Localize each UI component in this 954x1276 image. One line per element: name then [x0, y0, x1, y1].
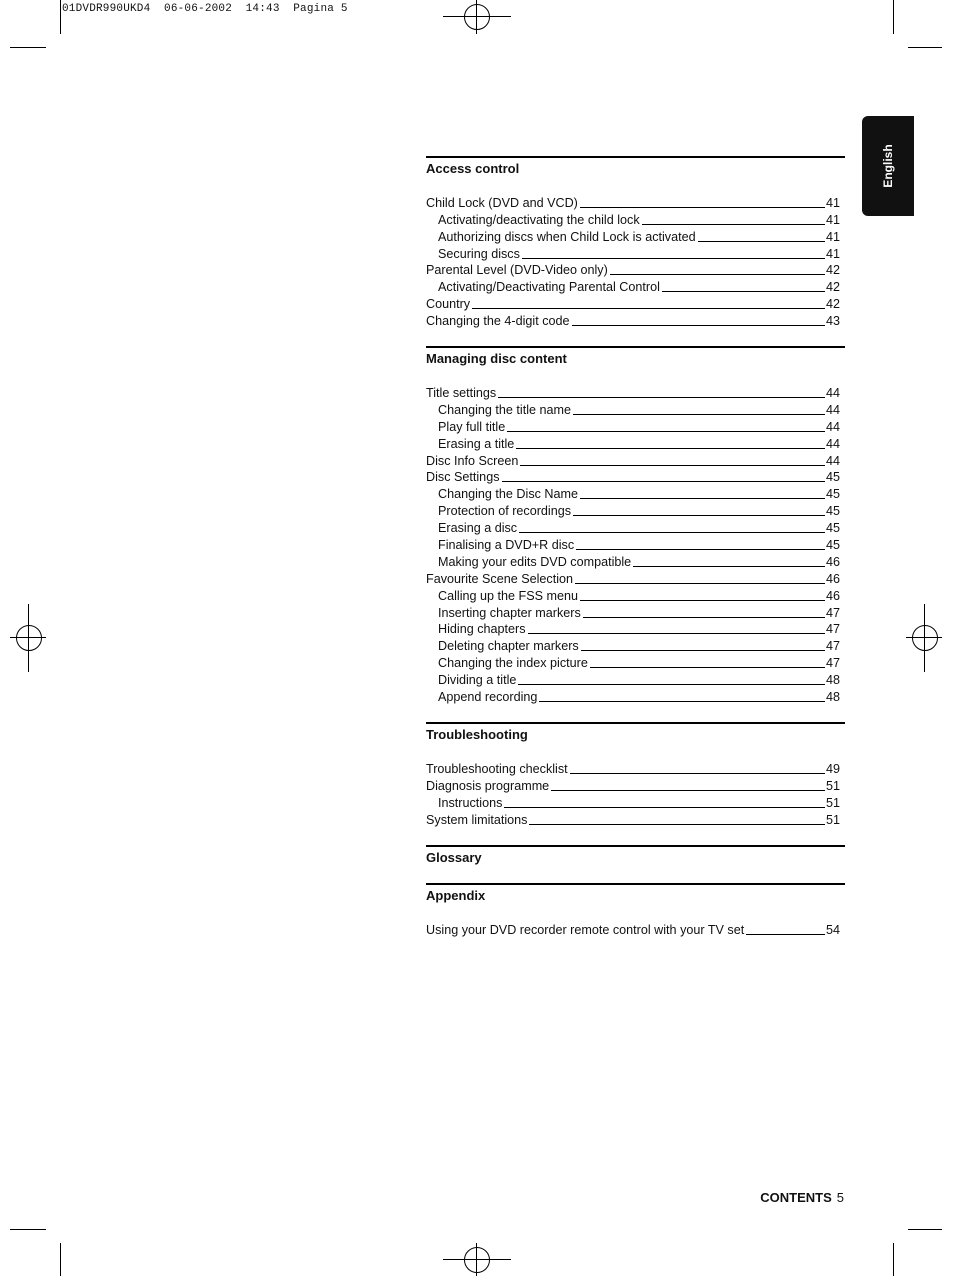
entry-label: Authorizing discs when Child Lock is activated: [438, 229, 696, 244]
toc-entry[interactable]: [426, 553, 845, 570]
entry-label: Title settings: [426, 386, 497, 401]
language-tab-label: English: [881, 144, 895, 188]
entry-page-number: 42: [825, 280, 840, 295]
entry-page-number: 48: [825, 673, 840, 688]
leader-line: [580, 207, 825, 208]
entry-page-number: 47: [825, 656, 840, 671]
toc-section: [426, 346, 845, 705]
entry-label: Erasing a disc: [438, 521, 518, 536]
toc-entry[interactable]: [426, 228, 845, 245]
entry-label: Append recording: [438, 690, 538, 705]
entry-label: Country: [426, 297, 471, 312]
toc-entry[interactable]: [426, 194, 845, 211]
entry-label: Activating/deactivating the child lock: [438, 212, 640, 227]
leader-line: [633, 566, 825, 567]
leader-line: [528, 633, 825, 634]
entry-label: Changing the 4-digit code: [426, 314, 570, 329]
toc-entry[interactable]: [426, 621, 845, 638]
leader-line: [581, 650, 825, 651]
leader-line: [472, 308, 825, 309]
registration-mark-bottom: [443, 1243, 511, 1276]
entry-label: Diagnosis programme: [426, 778, 550, 793]
entry-page-number: 41: [825, 195, 840, 210]
leader-line: [507, 431, 825, 432]
leader-line: [583, 617, 825, 618]
toc-entry[interactable]: [426, 262, 845, 279]
entry-page-number: 48: [825, 690, 840, 705]
toc-entry[interactable]: [426, 604, 845, 621]
leader-line: [519, 532, 825, 533]
table-of-contents: [426, 156, 845, 955]
toc-entry[interactable]: [426, 502, 845, 519]
toc-entry[interactable]: [426, 688, 845, 705]
entry-page-number: 45: [825, 521, 840, 536]
entry-label: Child Lock (DVD and VCD): [426, 195, 578, 210]
leader-line: [504, 807, 825, 808]
toc-entry[interactable]: [426, 295, 845, 312]
leader-line: [746, 934, 825, 935]
entry-label: Activating/Deactivating Parental Control: [438, 280, 660, 295]
toc-entry[interactable]: [426, 794, 845, 811]
toc-entry[interactable]: [426, 452, 845, 469]
entry-page-number: 51: [825, 812, 840, 827]
leader-line: [539, 701, 825, 702]
toc-entry[interactable]: [426, 536, 845, 553]
entry-page-number: 42: [825, 263, 840, 278]
entry-label: Erasing a title: [438, 436, 515, 451]
toc-entry[interactable]: [426, 384, 845, 401]
page-number: 5: [836, 1190, 844, 1205]
crop-mark: [908, 47, 942, 48]
toc-entry[interactable]: [426, 519, 845, 536]
entry-label: Deleting chapter markers: [438, 639, 579, 654]
entry-page-number: 41: [825, 229, 840, 244]
entry-label: Instructions: [438, 795, 503, 810]
entry-label: Dividing a title: [438, 673, 517, 688]
entry-label: Changing the index picture: [438, 656, 588, 671]
leader-line: [522, 258, 825, 259]
crop-mark: [10, 1229, 46, 1230]
toc-entry[interactable]: [426, 921, 845, 938]
toc-entry[interactable]: [426, 245, 845, 262]
toc-section: [426, 722, 845, 828]
entry-page-number: 44: [825, 436, 840, 451]
leader-line: [570, 773, 825, 774]
entry-label: Protection of recordings: [438, 504, 572, 519]
entry-page-number: 54: [825, 922, 840, 937]
toc-entry[interactable]: [426, 671, 845, 688]
entry-page-number: 41: [825, 212, 840, 227]
leader-line: [698, 241, 825, 242]
entry-page-number: 47: [825, 605, 840, 620]
entry-label: Securing discs: [438, 246, 520, 261]
leader-line: [516, 448, 825, 449]
entry-page-number: 44: [825, 453, 840, 468]
entry-label: Finalising a DVD+R disc: [438, 538, 575, 553]
entry-page-number: 46: [825, 588, 840, 603]
entry-page-number: 45: [825, 504, 840, 519]
entry-page-number: 41: [825, 246, 840, 261]
toc-entry[interactable]: [426, 760, 845, 777]
leader-line: [575, 583, 825, 584]
leader-line: [529, 824, 825, 825]
entry-page-number: 47: [825, 622, 840, 637]
toc-entry[interactable]: [426, 637, 845, 654]
leader-line: [502, 481, 825, 482]
section-title: Appendix: [426, 887, 486, 903]
entry-page-number: 44: [825, 419, 840, 434]
leader-line: [573, 414, 825, 415]
registration-mark-right: [906, 604, 942, 672]
toc-entry[interactable]: [426, 485, 845, 502]
toc-entry[interactable]: [426, 278, 845, 295]
leader-line: [572, 325, 825, 326]
entry-label: System limitations: [426, 812, 528, 827]
entry-page-number: 45: [825, 538, 840, 553]
entry-page-number: 51: [825, 778, 840, 793]
leader-line: [520, 465, 825, 466]
entry-page-number: 45: [825, 470, 840, 485]
leader-line: [590, 667, 825, 668]
entry-page-number: 44: [825, 386, 840, 401]
crop-mark: [893, 0, 894, 34]
toc-section: [426, 845, 845, 866]
toc-entry[interactable]: [426, 777, 845, 794]
crop-mark: [10, 47, 46, 48]
entry-page-number: 43: [825, 314, 840, 329]
leader-line: [580, 600, 825, 601]
leader-line: [576, 549, 825, 550]
print-slug: 01DVDR990UKD4 06-06-2002 14:43 Pagina 5: [62, 3, 348, 15]
entry-page-number: 44: [825, 402, 840, 417]
leader-line: [642, 224, 825, 225]
crop-mark: [893, 1243, 894, 1276]
leader-line: [518, 684, 825, 685]
toc-section: [426, 156, 845, 329]
entry-label: Favourite Scene Selection: [426, 571, 574, 586]
entry-page-number: 51: [825, 795, 840, 810]
entry-label: Making your edits DVD compatible: [438, 554, 632, 569]
leader-line: [662, 291, 825, 292]
toc-entry[interactable]: [426, 418, 845, 435]
entry-page-number: 47: [825, 639, 840, 654]
entry-label: Troubleshooting checklist: [426, 761, 568, 776]
toc-entry[interactable]: [426, 570, 845, 587]
toc-section: [426, 883, 845, 938]
toc-entry[interactable]: [426, 312, 845, 329]
leader-line: [573, 515, 825, 516]
leader-line: [551, 790, 825, 791]
leader-line: [580, 498, 825, 499]
toc-entry[interactable]: [426, 587, 845, 604]
section-title: Managing disc content: [426, 351, 567, 367]
footer-label: CONTENTS: [760, 1190, 832, 1205]
entry-page-number: 46: [825, 571, 840, 586]
crop-mark: [908, 1229, 942, 1230]
crop-mark: [60, 1243, 61, 1276]
leader-line: [498, 397, 825, 398]
page-footer: [760, 1190, 844, 1205]
toc-entry[interactable]: [426, 811, 845, 828]
toc-entry[interactable]: [426, 469, 845, 486]
entry-page-number: 45: [825, 487, 840, 502]
leader-line: [610, 274, 825, 275]
language-tab: [862, 116, 914, 216]
entry-label: Disc Settings: [426, 470, 500, 485]
toc-entry[interactable]: [426, 401, 845, 418]
section-title: Glossary: [426, 849, 482, 865]
entry-label: Hiding chapters: [438, 622, 526, 637]
entry-label: Play full title: [438, 419, 506, 434]
section-title: Access control: [426, 161, 520, 176]
entry-label: Calling up the FSS menu: [438, 588, 579, 603]
toc-entry[interactable]: [426, 654, 845, 671]
registration-mark-left: [10, 604, 46, 672]
section-title: Troubleshooting: [426, 727, 528, 743]
toc-entry[interactable]: [426, 435, 845, 452]
toc-entry[interactable]: [426, 211, 845, 228]
registration-mark-top: [443, 0, 511, 34]
entry-label: Inserting chapter markers: [438, 605, 581, 620]
entry-label: Using your DVD recorder remote control with your TV set: [426, 922, 745, 937]
entry-page-number: 46: [825, 554, 840, 569]
entry-label: Changing the title name: [438, 402, 572, 417]
crop-mark: [60, 0, 61, 34]
entry-page-number: 49: [825, 761, 840, 776]
entry-page-number: 42: [825, 297, 840, 312]
entry-label: Disc Info Screen: [426, 453, 519, 468]
entry-label: Parental Level (DVD-Video only): [426, 263, 608, 278]
entry-label: Changing the Disc Name: [438, 487, 579, 502]
